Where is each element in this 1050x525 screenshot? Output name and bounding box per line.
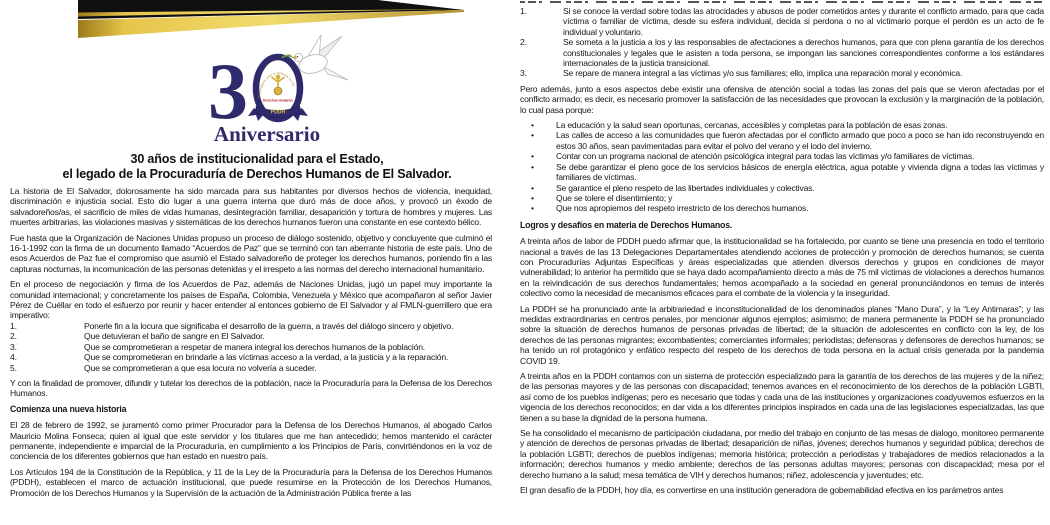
paragraph-legal-framework: Los Artículos 194 de la Constitución de la República, y 11 de la Ley de la Procuraduría para la Defensa de los Derechos Humanos (PDDH), establecen el marco de actuación institucional, que puede resumirse en la Protección de los Derechos Humanos, Promoción de los Derechos Humanos y la Supervisión de la actuación de la Administración Pública frente a las [10, 466, 492, 498]
list-item [520, 68, 1044, 78]
list-item [10, 321, 492, 331]
bullet-marker: • [531, 151, 534, 162]
list-number: 4. [10, 352, 17, 363]
document-title-line1: 30 años de institucionalidad para el Estado, [130, 152, 384, 166]
paragraph-citizen-participation: Se ha consolidado el mecanismo de participación ciudadana, por medio del trabajo en conjunto de las mesas de dialogo, monitoreo permanente y atención de derechos de personas privadas de libertad; desaparición de niñas, jóvenes; derechos humanos y seguridad pública; derechos de la población LGBTI; derechos de pueblos indígenas; memoria histórica; protección a periodistas y trabajadores de medios relacionados a la información; derechos humanos y medio ambiente; derechos de las personas adultas mayores; personas con discapacidad; mesa por el derecho humano a la salud; mesa temática de VIH y derechos humanos; niñez, adolescencia y juventudes; etc. [520, 428, 1044, 480]
aniversario-text: Aniversario [213, 122, 321, 146]
anniversary-logo [206, 34, 358, 126]
list-item [520, 130, 1044, 151]
list-item [520, 120, 1044, 130]
list-text: Que se tolere el disentimiento; y [556, 192, 673, 203]
paragraph-pronouncements: La PDDH se ha pronunciado ante la arbitrariedad e inconstitucionalidad de los denominados planes “Mano Dura”, y la “Ley Antimaras”; y las medidas extraordinarias en centros penales, por mencionar algunos ejemplos; asimismo; de manera permanente la PDDH se ha pronunciado sobre la situación de derechos humanos de personas privadas de libertad; de la situación de adolescentes en conflicto con la ley, de los derechos de las personas migrantes; excombatientes; comerciantes informales; periodistas; defensoras y defensores de derechos humanos; se ha tenido un rol protagónico y enfático respecto del respeto de los derechos de toda persona en la actual crisis generada por la pandemia COVID 19. [520, 303, 1044, 366]
paragraph-pddh-birth: Y con la finalidad de promover, difundir y tutelar los derechos de la población, nace la Procuraduría para la Defensa de los Derechos Humanos. [10, 377, 492, 399]
list-text: Las calles de acceso a las comunidades que fueron afectadas por el conflicto armado que poco a poco se han ido reconstruyendo en estos 30 años, sean pavimentadas para evitar el polvo del verano y el lodo del invierno. [556, 130, 1044, 151]
list-text: Que se comprometieran a que esa locura no volvería a suceder. [84, 362, 317, 373]
list-number: 1. [10, 320, 17, 331]
paragraph-30-years-labor: A treinta años de labor de PDDH puedo afirmar que, la institucionalidad se ha fortalecido, por cuanto se tiene una presencia en todo el territorio nacional a través de las 13 Delegaciones Departamentales atendiendo acciones de protección y promoción de derechos humanos; se cuenta con Procuradurías Adjuntas Específicas y áreas especializadas que atienden diversos derechos y grupos en condiciones de mayor vulnerabilidad; lo anterior ha permitido que se haya dado acompañamiento directo a más de 75 mil víctimas de violaciones a derechos humanos en la reivindicación de sus derechos fundamentales; hemos acompañado a la sociedad en general pronunciándonos en temas de interés colectivo como la necesidad de mecanismos eficaces para el combate de la violencia y la inseguridad. [520, 236, 1044, 299]
numbered-list-justice [520, 6, 1044, 79]
document-title-line2: el legado de la Procuraduría de Derechos Humanos de El Salvador. [62, 167, 452, 181]
numbered-list-imperatives [10, 321, 492, 373]
section-heading-new-history: Comienza una nueva historia [10, 403, 127, 414]
list-text: Se someta a la justicia a los y las responsables de afectaciones a derechos humanos, para que con plena garantía de los derechos constitucionales y legales que le asisten a toda persona, se impongan las sanciones correspondientes conforme a los estándares internacionales de la justicia transicional. [563, 37, 1044, 69]
left-column [10, 0, 492, 525]
list-text: Que nos apropiemos del respeto irrestricto de los derechos humanos. [556, 203, 809, 214]
list-item [10, 331, 492, 341]
paragraph-peace-accords: Fue hasta que la Organización de Naciones Unidas propuso un proceso de diálogo sostenido, objetivo y concluyente que culminó el 16-1-1992 con la firma de un documento llamado “Acuerdos de Paz” que se terminó con tan aberrante historia de este país. Uno de esos Acuerdos de Paz fue el compromiso que asumió el Estado salvadoreño de proteger los derechos humanos, poniendo fin a las capturas nocturnas, la incomunicación de las personas detenidas y el irrespeto a las normas del derecho internacional humanitario. [10, 232, 492, 274]
list-item [10, 352, 492, 362]
right-column [520, 0, 1044, 525]
list-text: Se garantice el pleno respeto de las libertades individuales y colectivas. [556, 182, 815, 193]
list-item [520, 193, 1044, 203]
list-text: Que se comprometieran en brindarle a las víctimas acceso a la verdad, a la justicia y a la reparación. [84, 352, 449, 363]
section-heading-achievements: Logros y desafíos en materia de Derechos Humanos. [520, 219, 733, 230]
list-item [520, 37, 1044, 68]
bullet-list-needs [520, 120, 1044, 214]
bullet-marker: • [531, 120, 534, 131]
document-header [10, 0, 492, 186]
paragraph-history: La historia de El Salvador, dolorosamente ha sido marcada para sus habitantes por diversos hechos de violencia, inequidad, discriminación e injusticia social. Esto dio lugar a una guerra interna que duró más de doce años, y provocó un éxodo de salvadoreños/as, el sacrificio de miles de vidas humanas, desintegración familiar, desaparición y tortura de hombres y mujeres. Las muertes arbitrarias, las violaciones masivas y sistemáticas de los derechos humanos fueron una constante en ese contexto bélico. [10, 186, 492, 228]
bullet-marker: • [531, 161, 534, 172]
list-number: 1. [520, 6, 527, 16]
list-text: Se debe garantizar el pleno goce de los servicios básicos de energía eléctrica, agua potable y vivienda digna a todas las víctimas y familiares de víctimas. [556, 161, 1044, 183]
paragraph-first-procurador: El 28 de febrero de 1992, se juramentó como primer Procurador para la Defensa de los Derechos Humanos, al abogado Carlos Mauricio Molina Fonseca; quien al igual que este servidor y los titulares que me han antecedido; hemos mantenido el carácter permanente, independiente e imparcial de la Procuraduría, en cumplimiento a los Principios de París, convirtiéndonos en la voz de conciencia de los diferentes gobiernos que han estado en nuestro país. [10, 420, 492, 462]
list-item [520, 203, 1044, 213]
bullet-marker: • [531, 130, 534, 141]
list-item [520, 183, 1044, 193]
list-text: Ponerle fin a la locura que significaba el desarrollo de la guerra, a través del diálogo sincero y objetivo. [84, 320, 454, 331]
list-number: 3. [10, 341, 17, 352]
clipped-text-line [520, 1, 1044, 3]
paragraph-great-challenge: El gran desafío de la PDDH, hoy día, es convertirse en una institución generadora de gobernabilidad efectiva en los parámetros antes [520, 485, 1004, 496]
list-number: 2. [10, 331, 17, 342]
list-text: Que se comprometieran a respetar de manera integral los derechos humanos de la población. [84, 341, 425, 352]
list-text: Se repare de manera integral a las víctimas y/o sus familiares; ello, implica una reparación moral y económica. [563, 68, 963, 79]
list-number: 2. [520, 37, 527, 48]
list-item [10, 342, 492, 352]
seal-center-text: Derechos Humanos [263, 98, 293, 103]
document-title [10, 152, 492, 182]
list-text: Que detuvieran el baño de sangre en El Salvador. [84, 331, 265, 342]
bullet-marker: • [531, 192, 534, 203]
bullet-marker: • [531, 182, 534, 193]
list-number: 5. [10, 362, 17, 373]
list-item [520, 151, 1044, 161]
paragraph-social-offensive: Pero además, junto a esos aspectos debe existir una ofensiva de atención social a todas las zonas del país que se vieron afectadas por el conflicto armado; es decir, es necesario promover la satisfacción de las necesidades que provocan la exclusión y la marginación de la población, lo cual pasa porque: [520, 83, 1044, 115]
logo-digit-3: 3 [208, 48, 248, 126]
paragraph-protection-system: A treinta años en la PDDH contamos con un sistema de protección especializado para la garantía de los derechos de las mujeres y de la niñez; de las personas mayores y de las personas con discapacidad; tenemos avances en el reconocimiento de los derechos de la población LGBTI, así como de los pueblos indígenas; pero es necesario que todas y cada una de las instituciones y organizaciones coadyuvemos esfuerzos en la vigencia de los derechos reconocidos; en dar vida a los diferentes principios inspirados en cada una de las legislaciones especializadas, las que tienen a su base la dignidad de la persona humana. [520, 371, 1044, 423]
list-number: 3. [520, 68, 527, 79]
list-text: Contar con un programa nacional de atención psicológica integral para todas las víctimas y/o familiares de víctimas. [556, 151, 975, 162]
list-item [10, 363, 492, 373]
seal-ribbon-text: PDDH [270, 109, 286, 116]
list-text: La educación y la salud sean oportunas, cercanas, accesibles y completas para la población de esas zonas. [556, 120, 948, 131]
list-text: Si se conoce la verdad sobre todas las atrocidades y abusos de poder cometidos antes y durante el conflicto armado, para que cada víctima o familiar de víctima, desde su esfera individual, decida si perdona o no al victimario porque el perdón es un acto de fe individual y voluntario. [563, 6, 1044, 37]
list-item [520, 162, 1044, 183]
paragraph-negotiation: En el proceso de negociación y firma de los Acuerdos de Paz, además de Naciones Unidas, jugó un papel muy importante la comunidad internacional; y concretamente los países de España, Colombia, Venezuela y México que acompañaron al señor Javier Pérez de Cuéllar en todo el esfuerzo por reunir y hacer entender al entonces gobierno de El Salvador y al FMLN-guerrillero que era imperativo: [10, 279, 492, 321]
bullet-marker: • [531, 203, 534, 214]
seal-top-text: Procuraduría para la Defensa de los [257, 70, 297, 99]
list-item [520, 6, 1044, 37]
